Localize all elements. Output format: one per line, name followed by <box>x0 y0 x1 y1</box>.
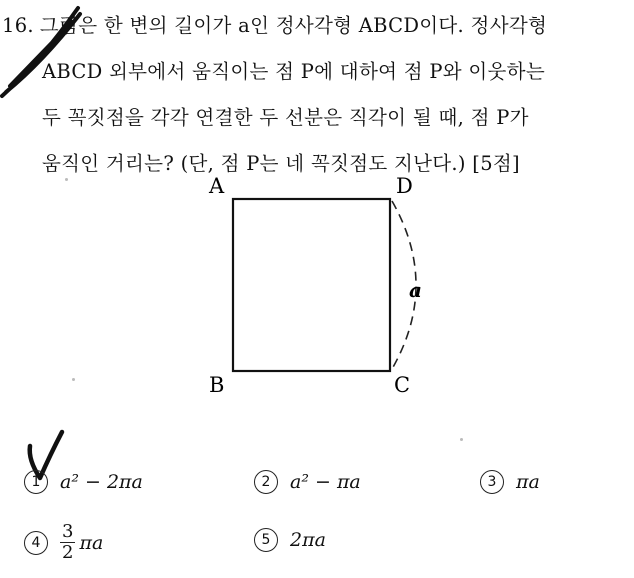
vertex-label-a: A <box>209 174 225 198</box>
choice-2-expr: a² − πa <box>290 471 361 493</box>
question-number: 16. <box>2 14 34 37</box>
choice-4-frac-den: 2 <box>62 542 74 563</box>
vertex-label-c: C <box>394 373 411 397</box>
choice-1-marker: 1 <box>24 470 48 494</box>
speck <box>460 438 463 441</box>
pen-scribble-mark <box>2 8 80 96</box>
choice-4-frac-num: 3 <box>62 521 74 542</box>
choice-3-marker: 3 <box>480 470 504 494</box>
choice-3-expr: πa <box>516 471 540 493</box>
choice-1[interactable] <box>24 470 143 494</box>
question-line-1-text: 그림은 한 변의 길이가 a인 정사각형 ABCD이다. 정사각형 <box>39 14 548 37</box>
choice-4[interactable] <box>24 522 103 563</box>
speck <box>72 378 75 381</box>
question-line-3: 두 꼭짓점을 각각 연결한 두 선분은 직각이 될 때, 점 P가 <box>42 106 529 129</box>
choice-5-expr: 2πa <box>290 529 326 551</box>
choice-2[interactable] <box>254 470 361 494</box>
vertex-label-b: B <box>209 373 225 397</box>
choice-5-marker: 5 <box>254 528 278 552</box>
vertex-label-d: D <box>396 174 413 198</box>
choice-4-expr: πa <box>79 531 104 554</box>
question-line-2: ABCD 외부에서 움직이는 점 P에 대하여 점 P와 이웃하는 <box>42 60 545 83</box>
question-line-4: 움직인 거리는? (단, 점 P는 네 꼭짓점도 지난다.) [5점] <box>42 152 520 175</box>
choice-5[interactable] <box>254 528 326 552</box>
square-abcd <box>233 199 390 371</box>
choice-2-marker: 2 <box>254 470 278 494</box>
side-length-label: a <box>409 278 422 302</box>
speck <box>65 178 68 181</box>
choice-3[interactable] <box>480 470 540 494</box>
choice-4-fraction <box>60 522 75 563</box>
choice-1-expr: a² − 2πa <box>60 471 143 493</box>
choice-4-marker: 4 <box>24 531 48 555</box>
